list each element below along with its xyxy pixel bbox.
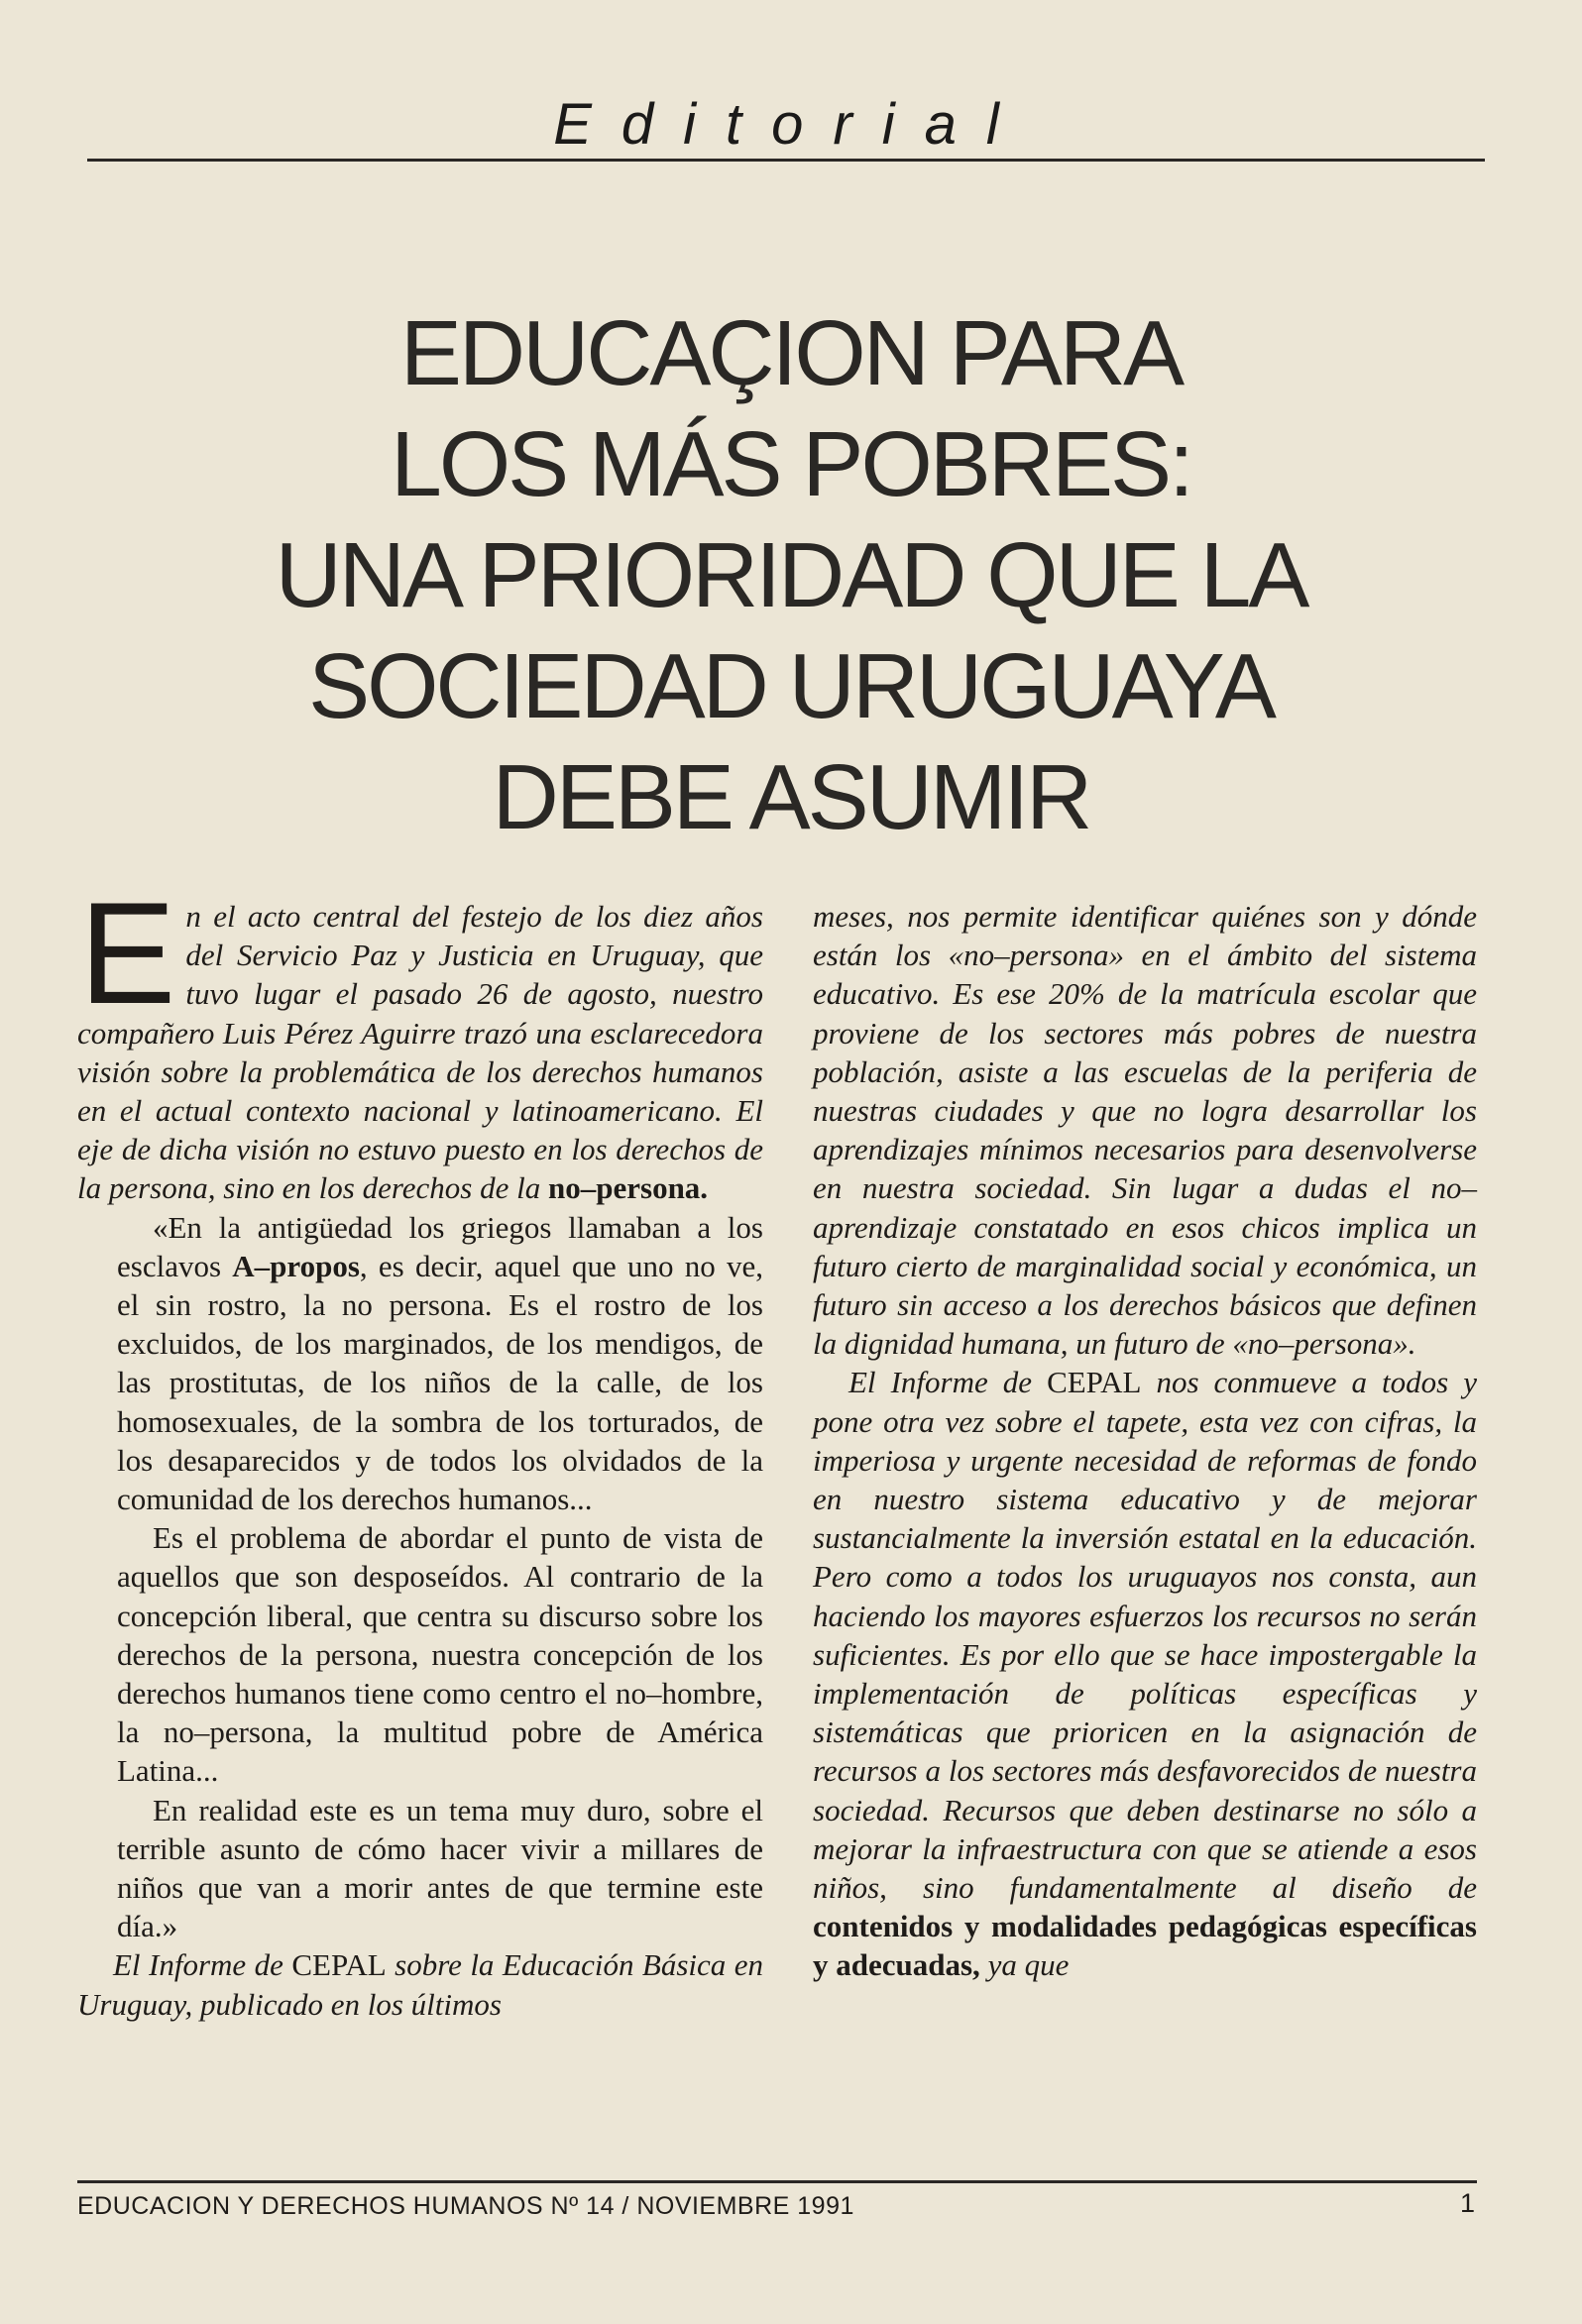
header-rule (87, 159, 1485, 162)
headline-line: LOS MÁS POBRES: (391, 412, 1191, 515)
body-text: ya que (979, 1947, 1070, 1983)
quote-paragraph (77, 1208, 763, 1519)
headline (198, 297, 1384, 852)
intro-text: n el acto central del festejo de los diez años del Servicio Paz y Justicia en Uruguay, que tuvo lugar el pasado 26 de agosto, nuestro compañero Luis Pérez Aguirre trazó una esclarecedora visión sobre la problemática de los derechos humanos en el actual contexto nacional y latinoamericano. El eje de dicha visión no estuvo puesto en los derechos de la persona, sino en los derechos de la (77, 899, 763, 1206)
quote-paragraph: En realidad este es un tema muy duro, sobre el terrible asunto de cómo hacer vivir a millares de niños que van a morir antes de que termine este día.» (117, 1792, 763, 1944)
body-text: El Informe de (848, 1365, 1048, 1400)
headline-line: EDUCAÇION PARA (399, 301, 1183, 404)
body-emphasis: contenidos y modalidades pedagógicas específicas y adecuadas, (813, 1909, 1477, 1983)
left-column (77, 872, 763, 2024)
body-text: nos conmueve a todos y pone otra vez sobre el tapete, esta vez con cifras, la imperiosa y urgente necesidad de reformas de fondo en nuestro sistema educativo y de mejorar sustancialmente la inversión estatal en la educación. Pero como a todos los uruguayos nos consta, aun haciendo los mayores esfuerzos los recursos no serán suficientes. Es por ello que se hace impostergable la implementación de políticas específicas y sistemáticas que prioricen en la asignación de recursos a los sectores más desfavorecidos de nuestra sociedad. Recursos que deben destinarse no sólo a mejorar la infraestructura con que se atiende a esos niños, sino fundamentalmente al diseño de (813, 1365, 1477, 1906)
body-paragraph (813, 1363, 1477, 1984)
headline-line: SOCIEDAD URUGUAYA (308, 634, 1274, 737)
intro-emphasis: no–persona. (548, 1170, 709, 1206)
body-paragraph: meses, nos permite identificar quiénes son y dónde están los «no–persona» en el ámbito del sistema educativo. Es ese 20% de la matrícula escolar que proviene de los sectores más pobres de nuestra población, asiste a las escuelas de la periferia de nuestras ciudades y que no logra desarrollar los aprendizajes mínimos necesarios para desenvolverse en nuestra sociedad. Sin lugar a dudas el no–aprendizaje constatado en esos chicos implica un futuro cierto de marginalidad social y económica, un futuro sin acceso a los derechos básicos que definen la dignidad humana, un futuro de «no–persona». (813, 899, 1477, 1362)
quote-paragraph: Es el problema de abordar el punto de vista de aquellos que son desposeídos. Al contrario de la concepción liberal, que centra su discurso sobre los derechos de la persona, nuestra concepción de los derechos humanos tiene como centro el no–hombre, la no–persona, la multitud pobre de América Latina... (117, 1520, 763, 1789)
page-number: 1 (1459, 2188, 1475, 2218)
quote-text: «En la antigüedad los griegos llamaban a los esclavos (117, 1209, 763, 1283)
acronym: CEPAL (291, 1947, 387, 1983)
headline-line: DEBE ASUMIR (492, 745, 1090, 848)
footer-rule (77, 2180, 1477, 2183)
closing-text: sobre la Educación Básica en Uruguay, publicado en los últimos (77, 1947, 763, 2022)
closing-paragraph (77, 1945, 763, 2023)
drop-cap: E (79, 872, 176, 1034)
right-column (813, 897, 1477, 1985)
section-label: Editorial (553, 92, 1029, 157)
headline-line: UNA PRIORIDAD QUE LA (275, 523, 1307, 626)
quote-emphasis: A–propos (232, 1248, 360, 1283)
closing-text: El Informe de (113, 1947, 292, 1983)
acronym: CEPAL (1047, 1365, 1142, 1400)
footer-publication: EDUCACION Y DERECHOS HUMANOS Nº 14 / NOVIEMBRE 1991 (77, 2192, 854, 2220)
intro-paragraph (77, 872, 763, 1208)
quote-text: , es decir, aquel que uno no ve, el sin rostro, la no persona. Es el rostro de los excluidos, de los marginados, de los mendigos, de las prostitutas, de los niños de la calle, de los homosexuales, de la sombra de los torturados, de los desaparecidos y de todos los olvidados de la comunidad de los derechos humanos... (117, 1248, 763, 1517)
